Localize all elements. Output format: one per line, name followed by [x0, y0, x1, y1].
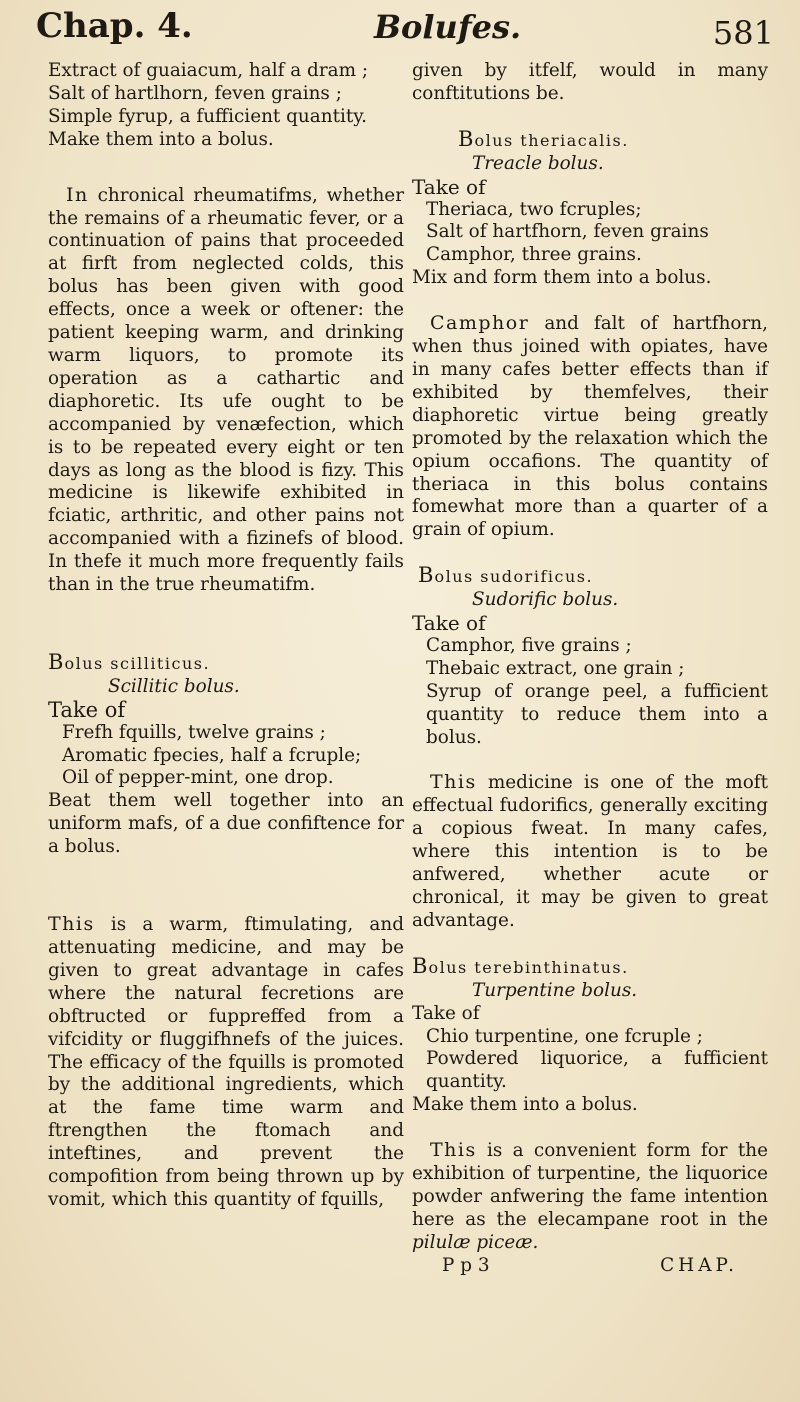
- paragraph: In chronical rheumatifms, whether the remains of a rheumatic fever, or a continuation of pains that proceeded at firft from neglected colds, this bolus has been given with good effects, once a week or oftener: the patient keeping warm, and drinking warm liquors, to promote its operation as a cathartic and diaphoretic. Its ufe ought to be accompanied by venæfection, which is to be repeated every eight or ten days as long as the blood is fizy. This medicine is likewife exhibited in fciatic, arthritic, and other pains not accompanied with a fizinefs of blood. In thefe it much more frequently fails than in the true rheumatifm.: [48, 183, 404, 596]
- catchword: CHAP.: [660, 1254, 738, 1276]
- running-header: [36, 6, 774, 62]
- page-number: 581: [712, 14, 774, 52]
- recipe-title: Bolus sudorificus.: [418, 563, 594, 588]
- take-of: Take of: [48, 697, 126, 722]
- paragraph-lead: Camphor: [430, 312, 530, 335]
- running-title: Bolufes.: [374, 8, 522, 46]
- take-of: Take of: [412, 611, 486, 636]
- paragraph: This is a convenient form for the exhibition of turpentine, the liquorice powder anfwering the fame intention here as the elecampane root in the pilulæ piceæ.: [412, 1139, 768, 1253]
- paragraph-lead: This: [430, 771, 477, 794]
- recipe-subtitle: Scillitic bolus.: [108, 675, 240, 697]
- rx3-line: Salt of hartfhorn, feven grains: [426, 221, 709, 243]
- recipe-title: Bolus theriacalis.: [458, 126, 629, 151]
- paragraph-lead: In: [66, 183, 89, 206]
- rx4-line: Syrup of orange peel, a fufficient quantity to reduce them into a bolus.: [426, 680, 768, 748]
- recipe-title: Bolus scilliticus.: [48, 649, 211, 674]
- recipe-subtitle: Sudorific bolus.: [472, 589, 619, 611]
- rx1-line: Simple fyrup, a fufficient quantity.: [48, 105, 368, 127]
- continuation-text: given by itfelf, would in many conftitutions be.: [412, 60, 768, 104]
- paragraph-lead: This: [48, 913, 95, 936]
- paragraph: This medicine is one of the moft effectual fudorifics, generally exciting a copious fweat. In many cafes, where this intention is to be anfwered, whether acute or chronical, it may be given to great advantage.: [412, 771, 768, 931]
- right-column: [412, 60, 768, 1278]
- rx1-line: Extract of guaiacum, half a dram ;: [48, 60, 369, 81]
- rx4-line: Thebaic extract, one grain ;: [426, 657, 685, 679]
- rx1-direction: Make them into a bolus.: [48, 128, 274, 150]
- recipe-subtitle: Turpentine bolus.: [472, 979, 638, 1001]
- rx5-line: Powdered liquorice, a fufficient quantity.: [426, 1048, 768, 1093]
- rx3-line: Theriaca, two fcruples;: [426, 198, 642, 220]
- page-footer: [412, 1255, 768, 1278]
- signature-mark: P p 3: [442, 1254, 490, 1276]
- rx1-line: Salt of hartlhorn, feven grains ;: [48, 82, 342, 104]
- left-column: [48, 60, 404, 1212]
- rx2-direction: Beat them well together into an uniform mafs, of a due confiftence for a bolus.: [48, 790, 404, 858]
- chapter-label: Chap. 4.: [36, 6, 193, 46]
- rx2-line: Aromatic fpecies, half a fcruple;: [62, 744, 362, 766]
- paragraph: This is a warm, ftimulating, and attenuating medicine, and may be given to great advantage in cafes where the natural fecretions are obftructed or fuppreffed from a vifcidity or fluggifhnefs of the juices. The efficacy of the fquills is promoted by the additional ingredients, which at the fame time warm and ftrengthen the ftomach and inteftines, and prevent the compofition from being thrown up by vomit, which this quantity of fquills,: [48, 913, 404, 1210]
- rx5-direction: Make them into a bolus.: [412, 1094, 638, 1116]
- rx5-line: Chio turpentine, one fcruple ;: [426, 1025, 703, 1047]
- rx3-direction: Mix and form them into a bolus.: [412, 267, 712, 289]
- rx3-line: Camphor, three grains.: [426, 244, 642, 266]
- recipe-title: Bolus terebinthinatus.: [412, 953, 629, 978]
- rx4-line: Camphor, five grains ;: [426, 634, 632, 656]
- rx2-line: Frefh fquills, twelve grains ;: [62, 721, 326, 743]
- rx2-line: Oil of pepper-mint, one drop.: [62, 767, 334, 789]
- italic-term: pilulæ piceæ.: [412, 1231, 539, 1253]
- paragraph: Camphor and falt of hartfhorn, when thus joined with opiates, have in many cafes better effects than if exhibited by themfelves, their diaphoretic virtue being greatly promoted by the relaxation which the opium occafions. The quantity of theriaca in this bolus contains fomewhat more than a quarter of a grain of opium.: [412, 312, 768, 541]
- recipe-subtitle: Treacle bolus.: [472, 152, 604, 174]
- take-of: Take of: [412, 174, 486, 199]
- take-of: Take of: [412, 1002, 480, 1024]
- paragraph-lead: This: [430, 1139, 477, 1162]
